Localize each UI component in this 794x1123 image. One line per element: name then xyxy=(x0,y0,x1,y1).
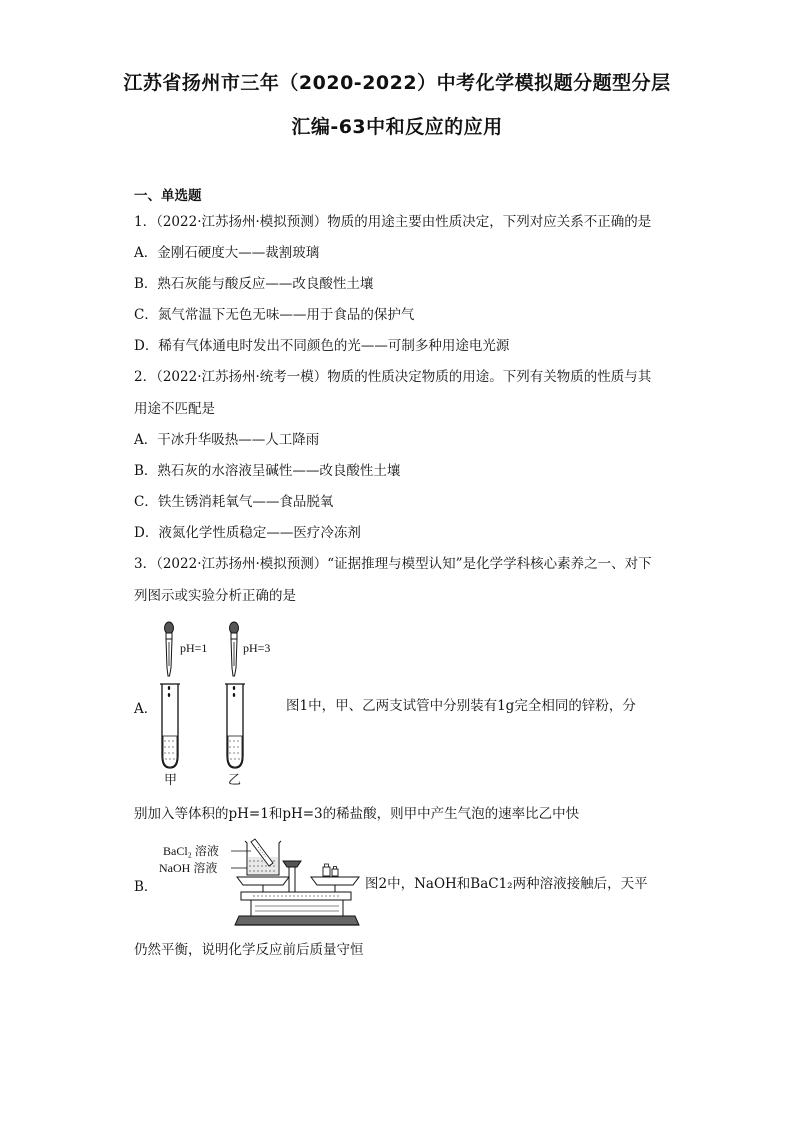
ph3-label: pH=3 xyxy=(243,641,271,655)
q3-option-b-text-line-1: 图2中，NaOH和BaC1₂两种溶液接触后，天平 xyxy=(365,876,648,892)
bacl2-solution-label: BaCl₂ 溶液 xyxy=(163,844,219,858)
q3-option-a-label: A． xyxy=(134,701,158,717)
q3-stem-line-2: 列图示或实验分析正确的是 xyxy=(134,588,296,604)
tube-1-label: 甲 xyxy=(164,772,178,787)
dropper-2-icon xyxy=(230,622,239,676)
q2-option-b: B．熟石灰的水溶液呈碱性——改良酸性土壤 xyxy=(134,463,401,479)
test-tube-2-icon xyxy=(225,684,245,768)
balance-base-icon xyxy=(235,900,359,925)
figure-1-test-tubes xyxy=(150,618,280,790)
figure-2-balance xyxy=(155,835,360,935)
q3-option-a-text-line-1: 图1中，甲、乙两支试管中分别装有1g完全相同的锌粉，分 xyxy=(286,698,636,714)
q3-option-a-text-line-2: 别加入等体积的pH=1和pH=3的稀盐酸，则甲中产生气泡的速率比乙中快 xyxy=(134,806,580,822)
naoh-solution-label: NaOH 溶液 xyxy=(159,861,218,875)
section-heading: 一、单选题 xyxy=(134,188,202,204)
q1-option-d: D．稀有气体通电时发出不同颜色的光——可制多种用途电光源 xyxy=(134,338,510,354)
q3-stem-line-1: 3．（2022·江苏扬州·模拟预测）“证据推理与模型认知”是化学学科核心素养之一、对下 xyxy=(134,556,652,572)
q2-option-d: D．液氮化学性质稳定——医疗冷冻剂 xyxy=(134,525,361,541)
q3-option-b-label: B． xyxy=(134,879,158,895)
q2-stem-line-2: 用途不匹配是 xyxy=(134,401,215,417)
q1-stem: 1．（2022·江苏扬州·模拟预测）物质的用途主要由性质决定，下列对应关系不正确的是 xyxy=(134,214,652,230)
title-line-2: 汇编-63中和反应的应用 xyxy=(291,116,503,138)
beaker-icon xyxy=(245,839,281,875)
q2-stem-line-1: 2．（2022·江苏扬州·统考一模）物质的性质决定物质的用途。下列有关物质的性质与其 xyxy=(134,369,652,385)
dropper-1-icon xyxy=(165,622,174,676)
q1-option-b: B．熟石灰能与酸反应——改良酸性土壤 xyxy=(134,276,374,292)
q1-option-a: A．金刚石硬度大——裁割玻璃 xyxy=(134,245,320,261)
q1-option-c: C．氮气常温下无色无味——用于食品的保护气 xyxy=(134,307,415,323)
ph1-label: pH=1 xyxy=(180,641,208,655)
q2-option-a: A．干冰升华吸热——人工降雨 xyxy=(134,432,320,448)
test-tube-1-icon xyxy=(160,684,180,768)
q3-option-b-text-line-2: 仍然平衡，说明化学反应前后质量守恒 xyxy=(134,942,364,958)
q2-option-c: C．铁生锈消耗氧气——食品脱氧 xyxy=(134,494,334,510)
weights-icon xyxy=(323,864,338,876)
tube-2-label: 乙 xyxy=(228,772,242,787)
title-line-1: 江苏省扬州市三年（2020-2022）中考化学模拟题分题型分层 xyxy=(123,72,671,94)
